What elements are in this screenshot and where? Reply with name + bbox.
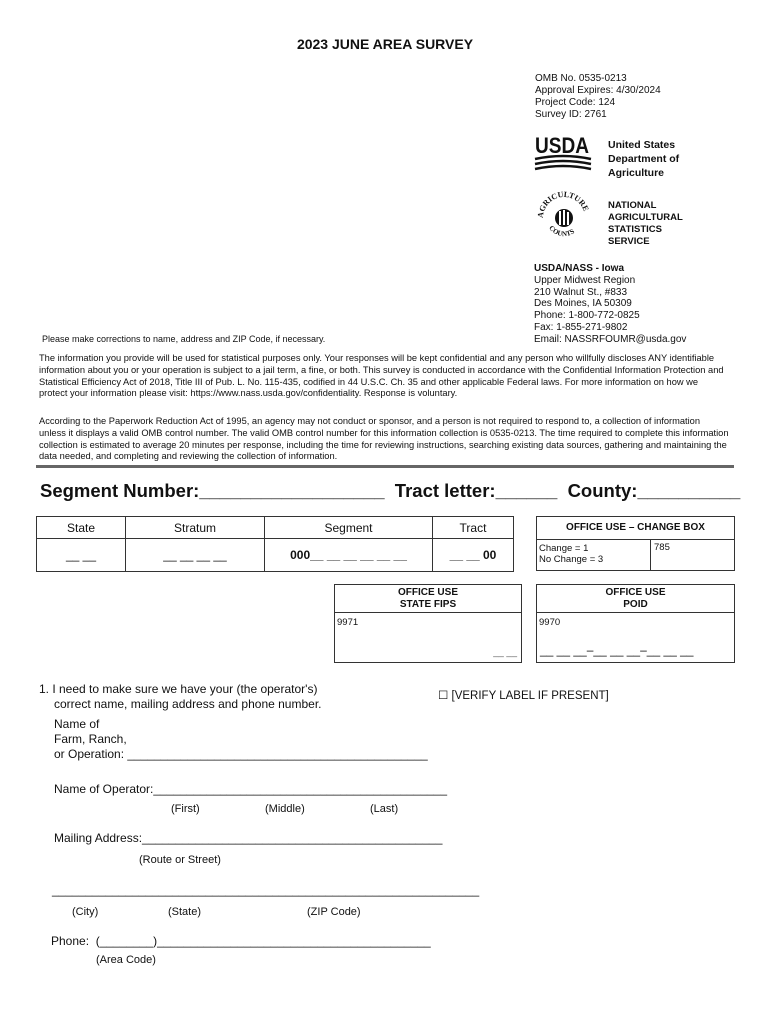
usda-line: United States [608,139,676,151]
corrections-note: Please make corrections to name, address and ZIP Code, if necessary. [42,334,326,344]
poid-header-line: POID [623,599,648,610]
usda-line: Department of [608,153,680,165]
question-line: correct name, mailing address and phone number. [54,697,322,711]
poid-code: 9970 [539,617,561,628]
omb-info [535,73,661,121]
nass-line: NATIONAL [608,200,657,211]
farm-name-label: Name of [54,717,100,731]
area-code-label: (Area Code) [96,954,156,966]
svg-text:AGRICULTURE: AGRICULTURE [535,189,591,219]
first-name-label: (First) [171,803,200,815]
poid-box[interactable] [536,584,735,663]
nass-name [608,200,683,248]
segment-line[interactable]: Segment Number:__________________ Tract letter:______ County:__________ [40,480,741,501]
usda-logo-text: USDA [535,133,590,158]
last-name-label: (Last) [370,803,399,815]
usda-line: Agriculture [608,167,665,179]
poid-header [537,585,734,613]
state-fips-blank: __ __ [493,647,517,658]
state-field[interactable]: __ __ [37,539,126,572]
state-fips-header [335,585,521,613]
nass-line: STATISTICS [608,224,663,235]
farm-name-label: Farm, Ranch, [54,732,127,746]
tract-field[interactable]: __ __ 00 [433,539,514,572]
state-fips-header-line: OFFICE USE [397,587,458,598]
middle-name-label: (Middle) [265,803,305,815]
poid-blank: __ __ __–__ __ __–__ __ __ [540,643,694,657]
farm-name-line[interactable]: or Operation: _____________________________________________ [54,747,428,761]
agriculture-counts-seal-icon [533,188,595,244]
change-box-divider [650,539,651,570]
office-fax: Fax: 1-855-271-9802 [534,321,628,333]
privacy-paragraph: The information you provide will be used for statistical purposes only. Your responses will be kept confidential and any person who willfully discloses ANY identifiable information about you or your operation is subject to a jail term, a fine, or both. This survey is conducted in accordance with the Confidential Information Protection and Statistical Efficiency Act of 2018, Title III of Pub. L. No. 115-435, codified in 44 U.S.C. Ch. 35 and other applicable Federal laws. For more information on how we protect your information please visit: https://www.nass.usda.gov/confidentiality. Response is voluntary. [39,353,724,399]
paperwork-paragraph: According to the Paperwork Reduction Act of 1995, an agency may not conduct or sponsor, and a person is not required to respond to, a collection of information unless it displays a valid OMB control number. The valid OMB control number for this information collection is 0535-0213. The time required to complete this information collection is estimated to average 20 minutes per response, including the time for reviewing instructions, searching existing data sources, gathering and maintaining the data needed, and completing and reviewing the collection of information. [39,416,729,462]
city-state-zip-line[interactable]: ________________________________________________________________ [52,883,480,897]
office-street: 210 Walnut St., #833 [534,286,628,298]
grid-header-stratum: Stratum [126,517,265,539]
survey-id: Survey ID: 2761 [535,109,607,120]
change-code-label: Change = 1 [539,543,589,554]
nass-line: SERVICE [608,236,650,247]
phone-field[interactable]: Phone: (________)_________________________________________ [51,934,431,948]
change-box-code: 785 [654,542,670,553]
segment-grid [36,516,514,572]
change-box-header: OFFICE USE – CHANGE BOX [537,517,734,540]
divider [36,465,734,468]
verify-label-checkbox[interactable]: ☐ [VERIFY LABEL IF PRESENT] [438,690,609,702]
grid-header-tract: Tract [433,517,514,539]
question-line: 1. I need to make sure we have your (the operator's) [39,682,318,696]
poid-header-line: OFFICE USE [605,587,666,598]
form-title: 2023 JUNE AREA SURVEY [296,36,474,52]
mailing-address-field[interactable]: Mailing Address:_____________________________________________ [54,831,443,845]
operator-name-field[interactable]: Name of Operator:____________________________________________ [54,782,448,796]
stratum-field[interactable]: __ __ __ __ [126,539,265,572]
office-name: USDA/NASS - Iowa [534,263,625,274]
office-address [534,263,686,346]
nass-line: AGRICULTURAL [608,212,683,223]
change-box-legend [539,543,603,565]
state-fips-code: 9971 [337,617,359,628]
zip-label: (ZIP Code) [307,906,361,918]
grid-header-state: State [37,517,126,539]
office-region: Upper Midwest Region [534,274,636,286]
usda-name [608,138,679,180]
state-fips-box[interactable] [334,584,522,663]
approval-expires: Approval Expires: 4/30/2024 [535,85,661,96]
segment-field[interactable]: 000__ __ __ __ __ __ [265,539,433,572]
omb-number: OMB No. 0535-0213 [535,73,627,84]
farm-name-field[interactable] [54,717,428,762]
state-fips-header-line: STATE FIPS [399,599,457,610]
project-code: Project Code: 124 [535,97,616,108]
city-label: (City) [72,906,99,918]
office-city: Des Moines, IA 50309 [534,298,632,310]
usda-logo-icon [535,133,591,173]
change-box [536,516,735,571]
route-label: (Route or Street) [139,854,221,866]
grid-header-segment: Segment [265,517,433,539]
svg-text:COUNTS: COUNTS [547,224,576,239]
state-label: (State) [168,906,202,918]
no-change-code-label: No Change = 3 [539,554,604,565]
office-phone: Phone: 1-800-772-0825 [534,310,640,322]
office-email: Email: NASSRFOUMR@usda.gov [534,333,687,345]
question-1-prompt [39,682,322,712]
